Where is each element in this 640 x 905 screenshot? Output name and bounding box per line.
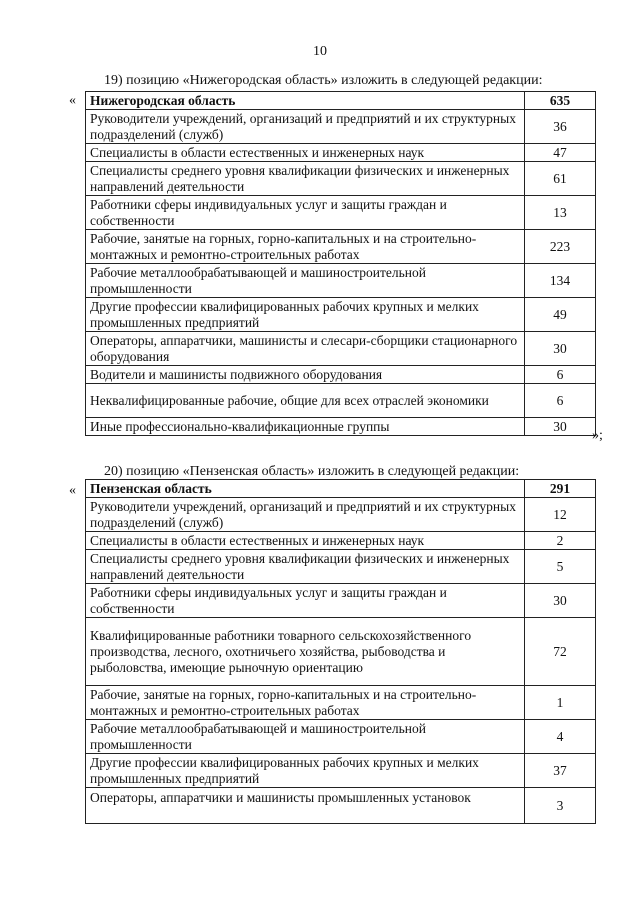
row-value: 6 <box>525 384 596 418</box>
row-label: Работники сферы индивидуальных услуг и защиты граждан и собственности <box>86 584 525 618</box>
row-label: Специалисты среднего уровня квалификации физических и инженерных направлений деятельности <box>86 550 525 584</box>
table-row <box>86 196 596 230</box>
row-label: Руководители учреждений, организаций и предприятий и их структурных подразделений (служб) <box>86 110 525 144</box>
table-row <box>86 418 596 436</box>
row-value: 30 <box>525 332 596 366</box>
table-penza <box>85 479 596 824</box>
row-label: Квалифицированные работники товарного сельскохозяйственного производства, лесного, охотничьего хозяйства, рыбоводства и рыболовства, имеющие рыночную ориентацию <box>86 618 525 686</box>
row-value: 4 <box>525 720 596 754</box>
region-total: 291 <box>525 480 596 498</box>
section-2-intro: 20) позицию «Пензенская область» изложить в следующей редакции: <box>104 464 520 479</box>
row-value: 6 <box>525 366 596 384</box>
row-value: 72 <box>525 618 596 686</box>
table-row <box>86 332 596 366</box>
row-value: 134 <box>525 264 596 298</box>
table-header-row <box>86 480 596 498</box>
table-row <box>86 110 596 144</box>
table-row <box>86 686 596 720</box>
row-value: 12 <box>525 498 596 532</box>
section-1-open-quote: « <box>69 93 76 108</box>
row-value: 223 <box>525 230 596 264</box>
section-2-open-quote: « <box>69 483 76 498</box>
table-row <box>86 550 596 584</box>
page-number: 10 <box>313 44 327 59</box>
row-value: 49 <box>525 298 596 332</box>
row-value: 13 <box>525 196 596 230</box>
row-label: Неквалифицированные рабочие, общие для всех отраслей экономики <box>86 384 525 418</box>
region-name: Нижегородская область <box>86 92 525 110</box>
row-label: Рабочие металлообрабатывающей и машиностроительной промышленности <box>86 264 525 298</box>
table-row <box>86 584 596 618</box>
row-label: Специалисты среднего уровня квалификации физических и инженерных направлений деятельности <box>86 162 525 196</box>
table-row <box>86 144 596 162</box>
row-value: 1 <box>525 686 596 720</box>
table-row <box>86 720 596 754</box>
row-label: Иные профессионально-квалификационные группы <box>86 418 525 436</box>
row-value: 2 <box>525 532 596 550</box>
row-value: 30 <box>525 584 596 618</box>
row-value: 37 <box>525 754 596 788</box>
region-name: Пензенская область <box>86 480 525 498</box>
table-row <box>86 298 596 332</box>
row-label: Рабочие, занятые на горных, горно-капитальных и на строительно-монтажных и ремонтно-строительных работах <box>86 686 525 720</box>
row-label: Рабочие, занятые на горных, горно-капитальных и на строительно-монтажных и ремонтно-строительных работах <box>86 230 525 264</box>
table-row <box>86 264 596 298</box>
row-label: Операторы, аппаратчики, машинисты и слесари-сборщики стационарного оборудования <box>86 332 525 366</box>
table-row <box>86 618 596 686</box>
row-label: Другие профессии квалифицированных рабочих крупных и мелких промышленных предприятий <box>86 298 525 332</box>
row-value: 3 <box>525 788 596 824</box>
row-value: 5 <box>525 550 596 584</box>
table-row <box>86 384 596 418</box>
row-label: Специалисты в области естественных и инженерных наук <box>86 532 525 550</box>
table-row <box>86 532 596 550</box>
table-row <box>86 366 596 384</box>
table-row <box>86 754 596 788</box>
section-1-close-quote: »; <box>592 428 603 443</box>
row-label: Водители и машинисты подвижного оборудования <box>86 366 525 384</box>
row-label: Работники сферы индивидуальных услуг и защиты граждан и собственности <box>86 196 525 230</box>
row-label: Операторы, аппаратчики и машинисты промышленных установок <box>86 788 525 824</box>
table-row <box>86 498 596 532</box>
section-1-intro: 19) позицию «Нижегородская область» изложить в следующей редакции: <box>104 73 543 88</box>
table-header-row <box>86 92 596 110</box>
region-total: 635 <box>525 92 596 110</box>
row-value: 36 <box>525 110 596 144</box>
row-value: 47 <box>525 144 596 162</box>
row-label: Другие профессии квалифицированных рабочих крупных и мелких промышленных предприятий <box>86 754 525 788</box>
table-row <box>86 788 596 824</box>
table-row <box>86 230 596 264</box>
row-label: Руководители учреждений, организаций и предприятий и их структурных подразделений (служб) <box>86 498 525 532</box>
row-value: 30 <box>525 418 596 436</box>
row-label: Рабочие металлообрабатывающей и машиностроительной промышленности <box>86 720 525 754</box>
table-nizhny-novgorod <box>85 91 596 436</box>
table-row <box>86 162 596 196</box>
row-label: Специалисты в области естественных и инженерных наук <box>86 144 525 162</box>
row-value: 61 <box>525 162 596 196</box>
